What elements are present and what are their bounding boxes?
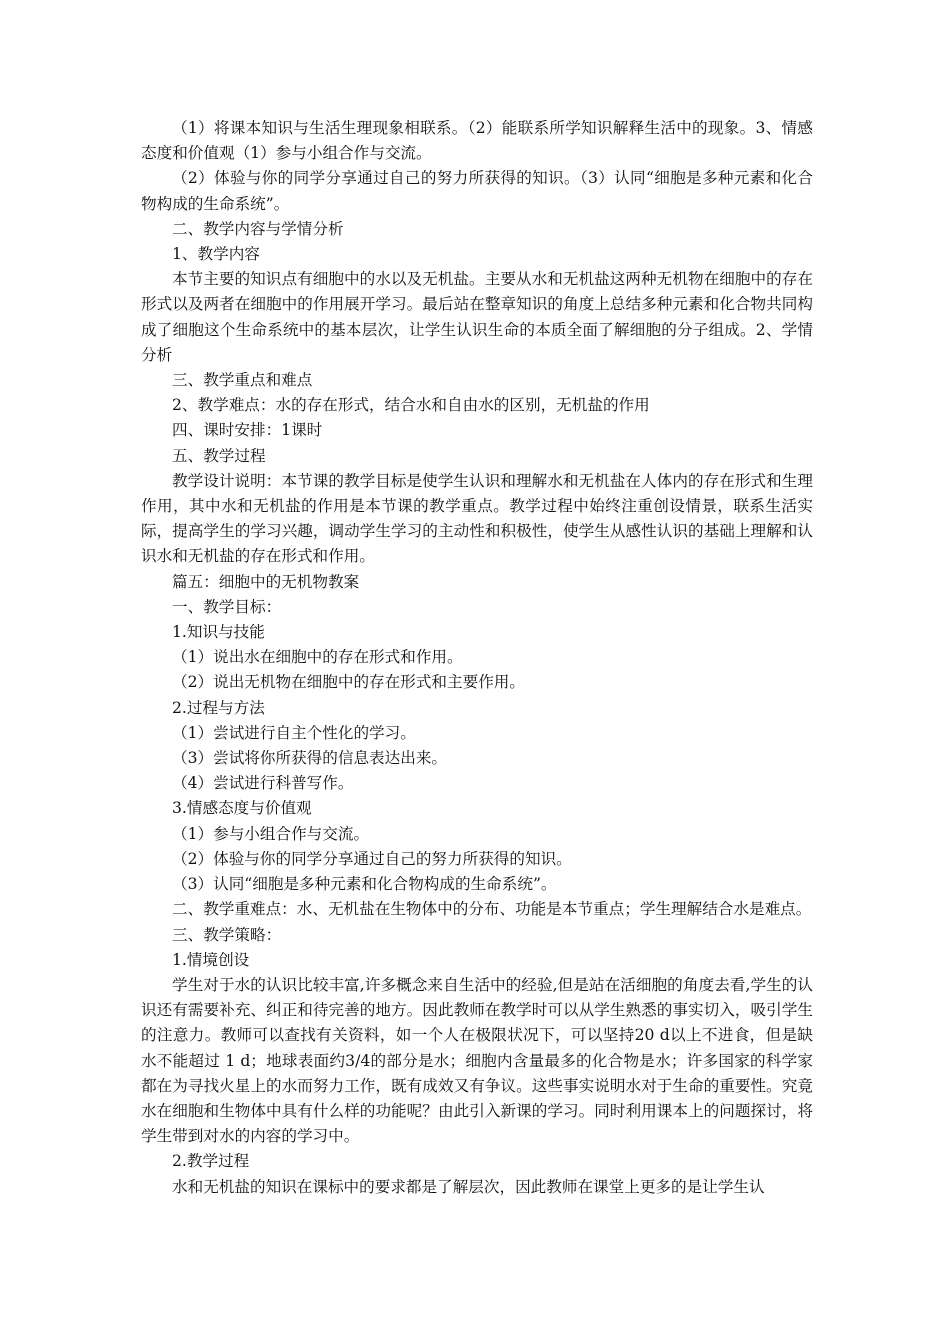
section-heading: 三、教学策略：: [172, 925, 282, 944]
section-heading: 三、教学重点和难点: [172, 371, 313, 390]
list-item: （3）尝试将你所获得的信息表达出来。: [172, 749, 448, 768]
subsection-heading: 2.过程与方法: [172, 698, 265, 717]
subsection-heading: 2.教学过程: [172, 1152, 250, 1171]
list-item: （4）尝试进行科普写作。: [172, 774, 354, 793]
paragraph: 教学设计说明：本节课的教学目标是使学生认识和理解水和无机盐在人体内的存在形式和生理作用，其中水和无机盐的作用是本节课的教学重点。教学过程中始终注重创设情景，联系生活实际，提高学生的学习兴趣，调动学生学习的主动性和积极性，使学生从感性认识的基础上理解和认识水和无机盐的存在形式和作用。: [141, 471, 813, 566]
paragraph: （2）体验与你的同学分享通过自己的努力所获得的知识。（3）认同“细胞是多种元素和化合物构成的生命系统”。: [141, 169, 813, 213]
list-item: （1）说出水在细胞中的存在形式和作用。: [172, 648, 463, 667]
list-item: （1）参与小组合作与交流。: [172, 824, 370, 843]
paragraph: 2、教学难点：水的存在形式，结合水和自由水的区别，无机盐的作用: [172, 396, 650, 415]
list-item: （2）体验与你的同学分享通过自己的努力所获得的知识。: [172, 849, 572, 868]
paragraph: 学生对于水的认识比较丰富,许多概念来自生活中的经验,但是站在活细胞的角度去看,学生的认识还有需要补充、纠正和待完善的地方。因此教师在教学时可以从学生熟悉的事实切入，吸引学生的注意力。教师可以查找有关资料，如一个人在极限状况下，可以坚持20 d以上不进食，但是缺水不能超过 1 d；地球表面约3/4的部分是水；细胞内含量最多的化合物是水；许多国家的科学家都在为寻找火星上的水而努力工作，既有成效又有争议。这些事实说明水对于生命的重要性。究竟水在细胞和生物体中具有什么样的功能呢？由此引入新课的学习。同时利用课本上的问题探讨，将学生带到对水的内容的学习中。: [141, 975, 813, 1146]
document-title: 篇五：细胞中的无机物教案: [172, 572, 360, 591]
paragraph: 二、教学重难点：水、无机盐在生物体中的分布、功能是本节重点；学生理解结合水是难点。: [172, 900, 812, 919]
section-heading: 五、教学过程: [172, 446, 266, 465]
subsection-heading: 3.情感态度与价值观: [172, 799, 312, 818]
section-heading: 一、教学目标：: [172, 597, 282, 616]
paragraph: 水和无机盐的知识在课标中的要求都是了解层次，因此教师在课堂上更多的是让学生认: [172, 1177, 765, 1196]
subsection-heading: 1.情境创设: [172, 950, 250, 969]
subsection-heading: 1、教学内容: [172, 245, 260, 264]
list-item: （1）尝试进行自主个性化的学习。: [172, 723, 416, 742]
subsection-heading: 1.知识与技能: [172, 623, 265, 642]
section-heading: 四、课时安排：1课时: [172, 421, 323, 440]
document-body: [141, 116, 813, 1200]
section-heading: 二、教学内容与学情分析: [172, 219, 344, 238]
list-item: （3）认同“细胞是多种元素和化合物构成的生命系统”。: [172, 875, 557, 894]
paragraph: 本节主要的知识点有细胞中的水以及无机盐。主要从水和无机盐这两种无机物在细胞中的存在形式以及两者在细胞中的作用展开学习。最后站在整章知识的角度上总结多种元素和化合物共同构成了细胞这个生命系统中的基本层次，让学生认识生命的本质全面了解细胞的分子组成。2、学情分析: [141, 270, 813, 364]
paragraph: （1）将课本知识与生活生理现象相联系。（2）能联系所学知识解释生活中的现象。3、情感态度和价值观（1）参与小组合作与交流。: [141, 119, 813, 163]
list-item: （2）说出无机物在细胞中的存在形式和主要作用。: [172, 673, 525, 692]
